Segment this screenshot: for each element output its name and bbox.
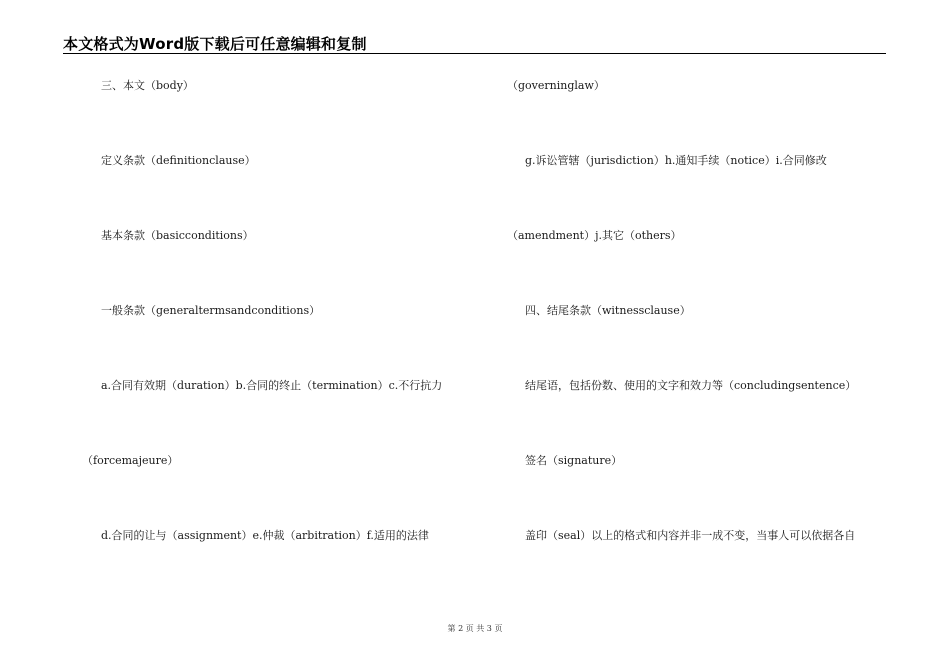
paragraph-amendment-others: （amendment）j.其它（others）	[507, 229, 682, 242]
document-header-title: 本文格式为Word版下载后可任意编辑和复制	[63, 35, 367, 53]
paragraph-force-majeure: （forcemajeure）	[82, 454, 179, 467]
paragraph-governing-law: （governinglaw）	[507, 79, 605, 92]
paragraph-basic-conditions: 基本条款（basicconditions）	[101, 229, 254, 242]
witness-section-heading: 四、结尾条款（witnessclause）	[525, 304, 691, 317]
paragraph-clauses-g-i: g.诉讼管辖（jurisdiction）h.通知手续（notice）i.合同修改	[525, 154, 827, 167]
paragraph-clauses-d-f: d.合同的让与（assignment）e.仲裁（arbitration）f.适用的法律	[101, 529, 429, 542]
paragraph-general-terms: 一般条款（generaltermsandconditions）	[101, 304, 321, 317]
paragraph-concluding-sentence: 结尾语，包括份数、使用的文字和效力等（concludingsentence）	[525, 379, 857, 392]
page-number-footer: 第 2 页 共 3 页	[447, 624, 503, 633]
header-divider	[63, 53, 886, 54]
body-section-heading: 三、本文（body）	[101, 79, 194, 92]
paragraph-definition-clause: 定义条款（definitionclause）	[101, 154, 256, 167]
paragraph-clauses-a-c: a.合同有效期（duration）b.合同的终止（termination）c.不行抗力	[101, 379, 443, 392]
paragraph-seal: 盖印（seal）以上的格式和内容并非一成不变，当事人可以依据各自	[525, 529, 856, 542]
paragraph-signature: 签名（signature）	[525, 454, 623, 467]
